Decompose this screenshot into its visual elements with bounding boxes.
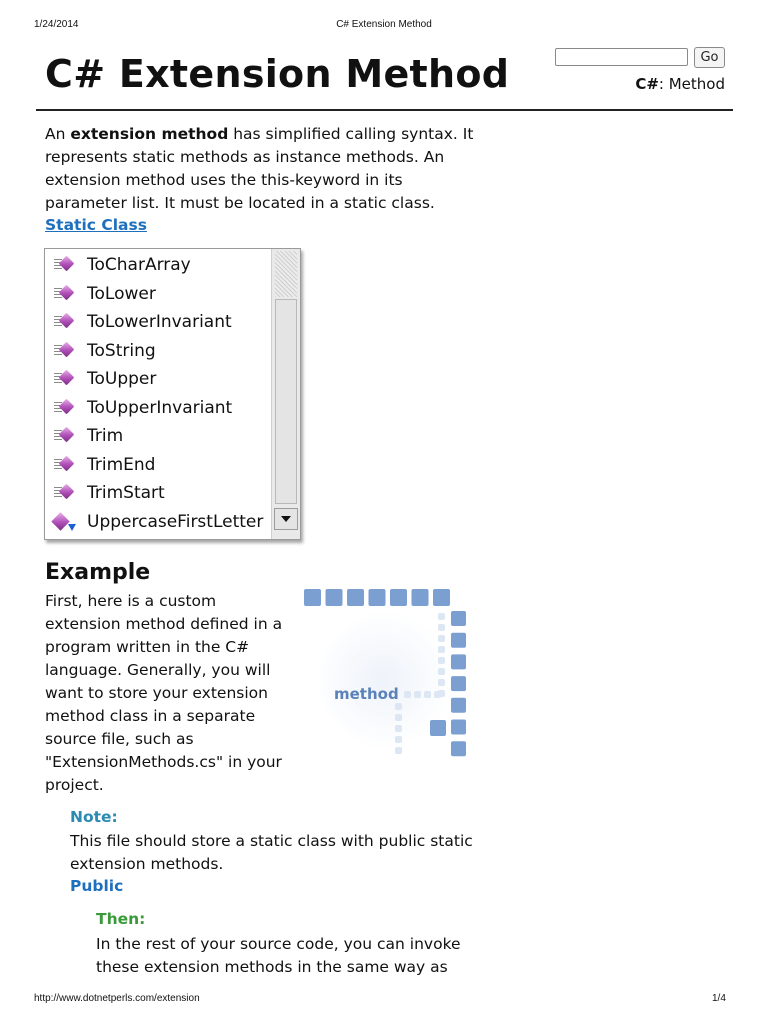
intro-text-2: has simplified calling syntax. It represents static methods as instance methods. An extension method uses the this-keyword in its parameter list. It must be located in a static class.	[45, 125, 474, 212]
intellisense-item[interactable]	[45, 451, 271, 479]
graphic-square-light	[395, 736, 402, 743]
graphic-square-light	[404, 691, 411, 698]
note-label: Note:	[70, 808, 118, 826]
intellisense-item[interactable]	[45, 508, 271, 536]
intro-text-1: An	[45, 125, 71, 143]
scrollbar-thumb[interactable]	[275, 299, 297, 504]
intellisense-item-label: ToUpper	[87, 369, 157, 389]
graphic-square-light	[395, 714, 402, 721]
intellisense-item[interactable]	[45, 394, 271, 422]
intellisense-item-label: ToString	[87, 340, 156, 361]
graphic-square-light	[395, 725, 402, 732]
graphic-square	[451, 611, 466, 626]
intro-paragraph	[45, 123, 475, 215]
go-button[interactable]: Go	[694, 47, 725, 68]
graphic-square-light	[395, 703, 402, 710]
extension-method-icon	[45, 508, 73, 536]
method-graphic	[300, 585, 475, 785]
graphic-square-light	[414, 691, 421, 698]
method-icon	[45, 280, 73, 308]
graphic-square	[430, 720, 446, 736]
example-heading: Example	[45, 560, 151, 585]
intro-bold-term: extension method	[70, 125, 229, 143]
graphic-square	[451, 633, 466, 648]
method-icon	[45, 394, 73, 422]
intellisense-item[interactable]	[45, 280, 271, 308]
intellisense-item[interactable]	[45, 308, 271, 336]
graphic-square	[390, 589, 407, 606]
graphic-square	[451, 698, 466, 713]
intellisense-list	[44, 248, 301, 540]
graphic-square-light	[424, 691, 431, 698]
scroll-down-button[interactable]	[274, 508, 298, 530]
method-icon	[45, 451, 73, 479]
public-link[interactable]: Public	[70, 877, 124, 895]
intellisense-item-label: TrimEnd	[87, 454, 156, 475]
graphic-square-light	[438, 613, 445, 620]
page-title: C# Extension Method	[45, 52, 510, 96]
method-icon	[45, 337, 73, 365]
intellisense-item[interactable]	[45, 251, 271, 279]
graphic-square-light	[438, 635, 445, 642]
print-title: C# Extension Method	[336, 19, 432, 30]
method-icon	[45, 251, 73, 279]
intellisense-item[interactable]	[45, 422, 271, 450]
then-text: In the rest of your source code, you can invoke these extension methods in the same way as	[96, 935, 461, 976]
graphic-square-light	[438, 646, 445, 653]
graphic-square	[451, 741, 466, 756]
graphic-square-light	[438, 624, 445, 631]
graphic-square	[412, 589, 429, 606]
graphic-square-light	[438, 657, 445, 664]
chevron-down-icon	[281, 516, 291, 522]
scrollbar-track[interactable]	[275, 251, 297, 297]
graphic-square	[451, 720, 466, 735]
intellisense-item[interactable]	[45, 479, 271, 507]
method-icon	[45, 365, 73, 393]
print-date: 1/24/2014	[34, 19, 79, 30]
scrollbar[interactable]	[271, 249, 300, 539]
print-url[interactable]: http://www.dotnetperls.com/extension	[34, 993, 200, 1004]
graphic-label: method	[334, 685, 399, 703]
graphic-square-light	[438, 668, 445, 675]
method-icon	[45, 422, 73, 450]
intellisense-item-label: ToCharArray	[87, 255, 191, 275]
graphic-square	[326, 589, 343, 606]
example-paragraph: First, here is a custom extension method defined in a program written in the C# language. Generally, you will want to store your extension method class in a separate source file, such as "ExtensionMethods.cs" in your project.	[45, 592, 283, 794]
intellisense-item-label: UppercaseFirstLetter	[87, 511, 264, 532]
topic-suffix: : Method	[658, 75, 725, 93]
method-icon	[45, 479, 73, 507]
graphic-square	[304, 589, 321, 606]
note-text: This file should store a static class with public static extension methods.	[70, 832, 473, 873]
intellisense-item-label: ToUpperInvariant	[87, 397, 233, 418]
then-label: Then:	[96, 910, 146, 928]
static-class-link[interactable]: Static Class	[45, 216, 147, 234]
topic-prefix[interactable]: C#	[635, 75, 659, 93]
graphic-square	[369, 589, 386, 606]
print-page-number: 1/4	[712, 993, 726, 1004]
graphic-square	[433, 589, 450, 606]
method-icon	[45, 308, 73, 336]
intellisense-item-label: Trim	[87, 426, 124, 446]
graphic-square-light	[395, 747, 402, 754]
intellisense-item-label: ToLowerInvariant	[87, 312, 232, 332]
graphic-square-light	[438, 679, 445, 686]
graphic-square	[347, 589, 364, 606]
graphic-square-light	[434, 691, 441, 698]
intellisense-item[interactable]	[45, 365, 271, 393]
intellisense-item-label: TrimStart	[87, 483, 165, 503]
topic-breadcrumb[interactable]	[600, 75, 725, 93]
intellisense-item[interactable]	[45, 337, 271, 365]
intellisense-item-label: ToLower	[87, 283, 156, 304]
title-divider	[36, 109, 733, 111]
graphic-square	[451, 654, 466, 669]
search-input[interactable]	[555, 48, 688, 66]
graphic-square	[451, 676, 466, 691]
